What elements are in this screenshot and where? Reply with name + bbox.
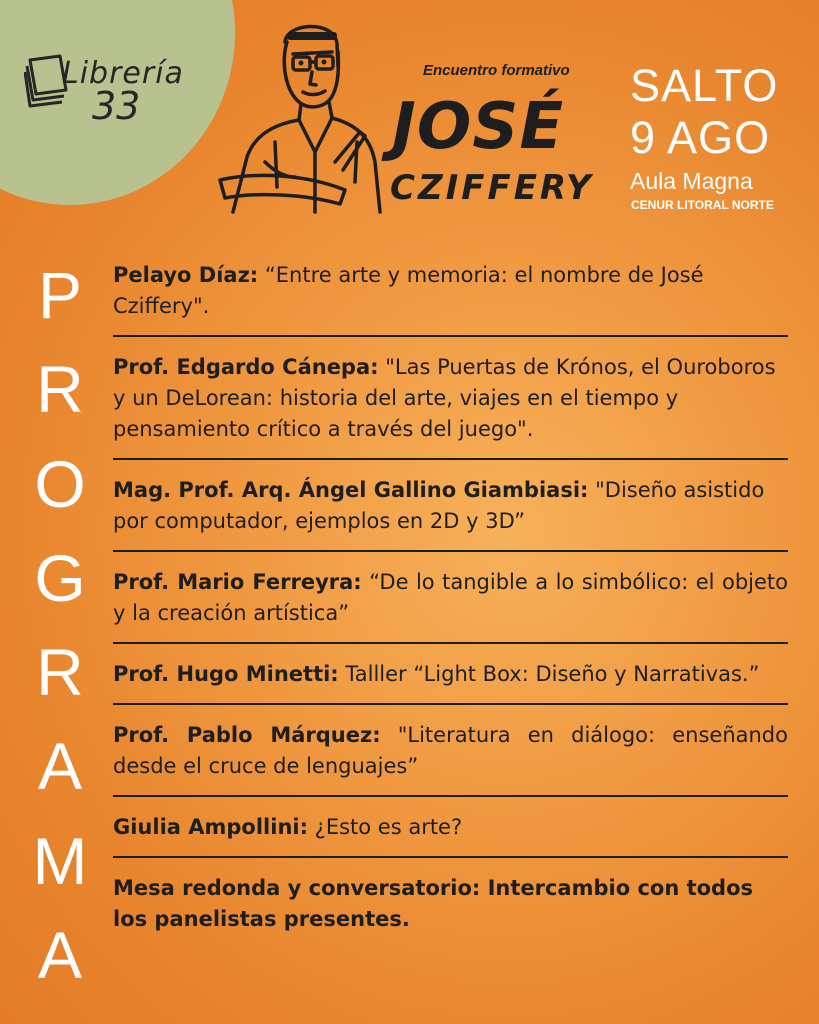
event-city: SALTO [630,60,779,111]
event-title-surname: CZIFFERY [390,168,594,208]
event-venue: Aula Magna [630,168,753,194]
vertical-letter: O [34,446,86,521]
event-venue-sub: CENUR LITORAL NORTE [631,198,774,212]
speaker-name: Giulia Ampollini: [113,815,308,839]
vertical-letter: A [37,917,83,992]
talk-title: "Las Puertas de Krónos, el Ouroboros y un DeLorean: historia del arte, viajes en el tiempo y pensamiento crítico a través del juego". [113,355,776,441]
divider [113,335,788,337]
divider [113,703,788,705]
speaker-name: Pelayo Díaz: [113,263,259,287]
vertical-letter: R [36,635,84,710]
program-list [113,256,788,948]
speaker-name: Prof. Hugo Minetti: [113,662,339,686]
divider [113,642,788,644]
vertical-letter: A [37,729,83,804]
event-title-name: JOSÉ [392,90,565,164]
speaker-name: Prof. Mario Ferreyra: [113,570,362,594]
program-item [113,471,788,550]
talk-title: “Entre arte y memoria: el nombre de José Cziffery". [113,263,704,318]
divider [113,458,788,460]
divider [113,856,788,858]
talk-title: Talller “Light Box: Diseño y Narrativas.” [338,662,760,686]
speaker-name: Prof. Edgardo Cánepa: [113,355,379,379]
talk-title: ¿Esto es arte? [308,815,463,839]
speaker-name: Mag. Prof. Arq. Ángel Gallino Giambiasi: [113,478,589,502]
speaker-name: Mesa redonda y conversatorio: Intercambio con todos los panelistas presentes. [113,876,754,931]
vertical-letter: R [36,352,84,427]
vertical-letter: P [37,258,83,332]
program-item [113,348,788,458]
program-item [113,256,788,335]
divider [113,550,788,552]
vertical-letter: G [34,540,86,615]
program-item [113,869,788,948]
vertical-letter: M [32,823,88,898]
program-item [113,808,788,856]
talk-title: "Literatura en diálogo: enseñando desde el cruce de lenguajes” [113,723,788,778]
event-subtitle: Encuentro formativo [423,62,570,79]
talk-title: "Diseño asistido por computador, ejemplos en 2D y 3D” [113,478,765,533]
event-date: 9 AGO [630,112,771,163]
talk-title: “De lo tangible a lo simbólico: el objeto y la creación artística” [113,570,788,625]
program-item [113,655,788,703]
program-item [113,716,788,795]
programa-vertical-word [30,255,90,995]
logo-name: Librería [62,56,184,91]
man-portrait-illustration [215,12,385,217]
speaker-name: Prof. Pablo Márquez: [113,723,381,747]
logo-number: 33 [92,84,141,128]
divider [113,795,788,797]
program-item [113,563,788,642]
